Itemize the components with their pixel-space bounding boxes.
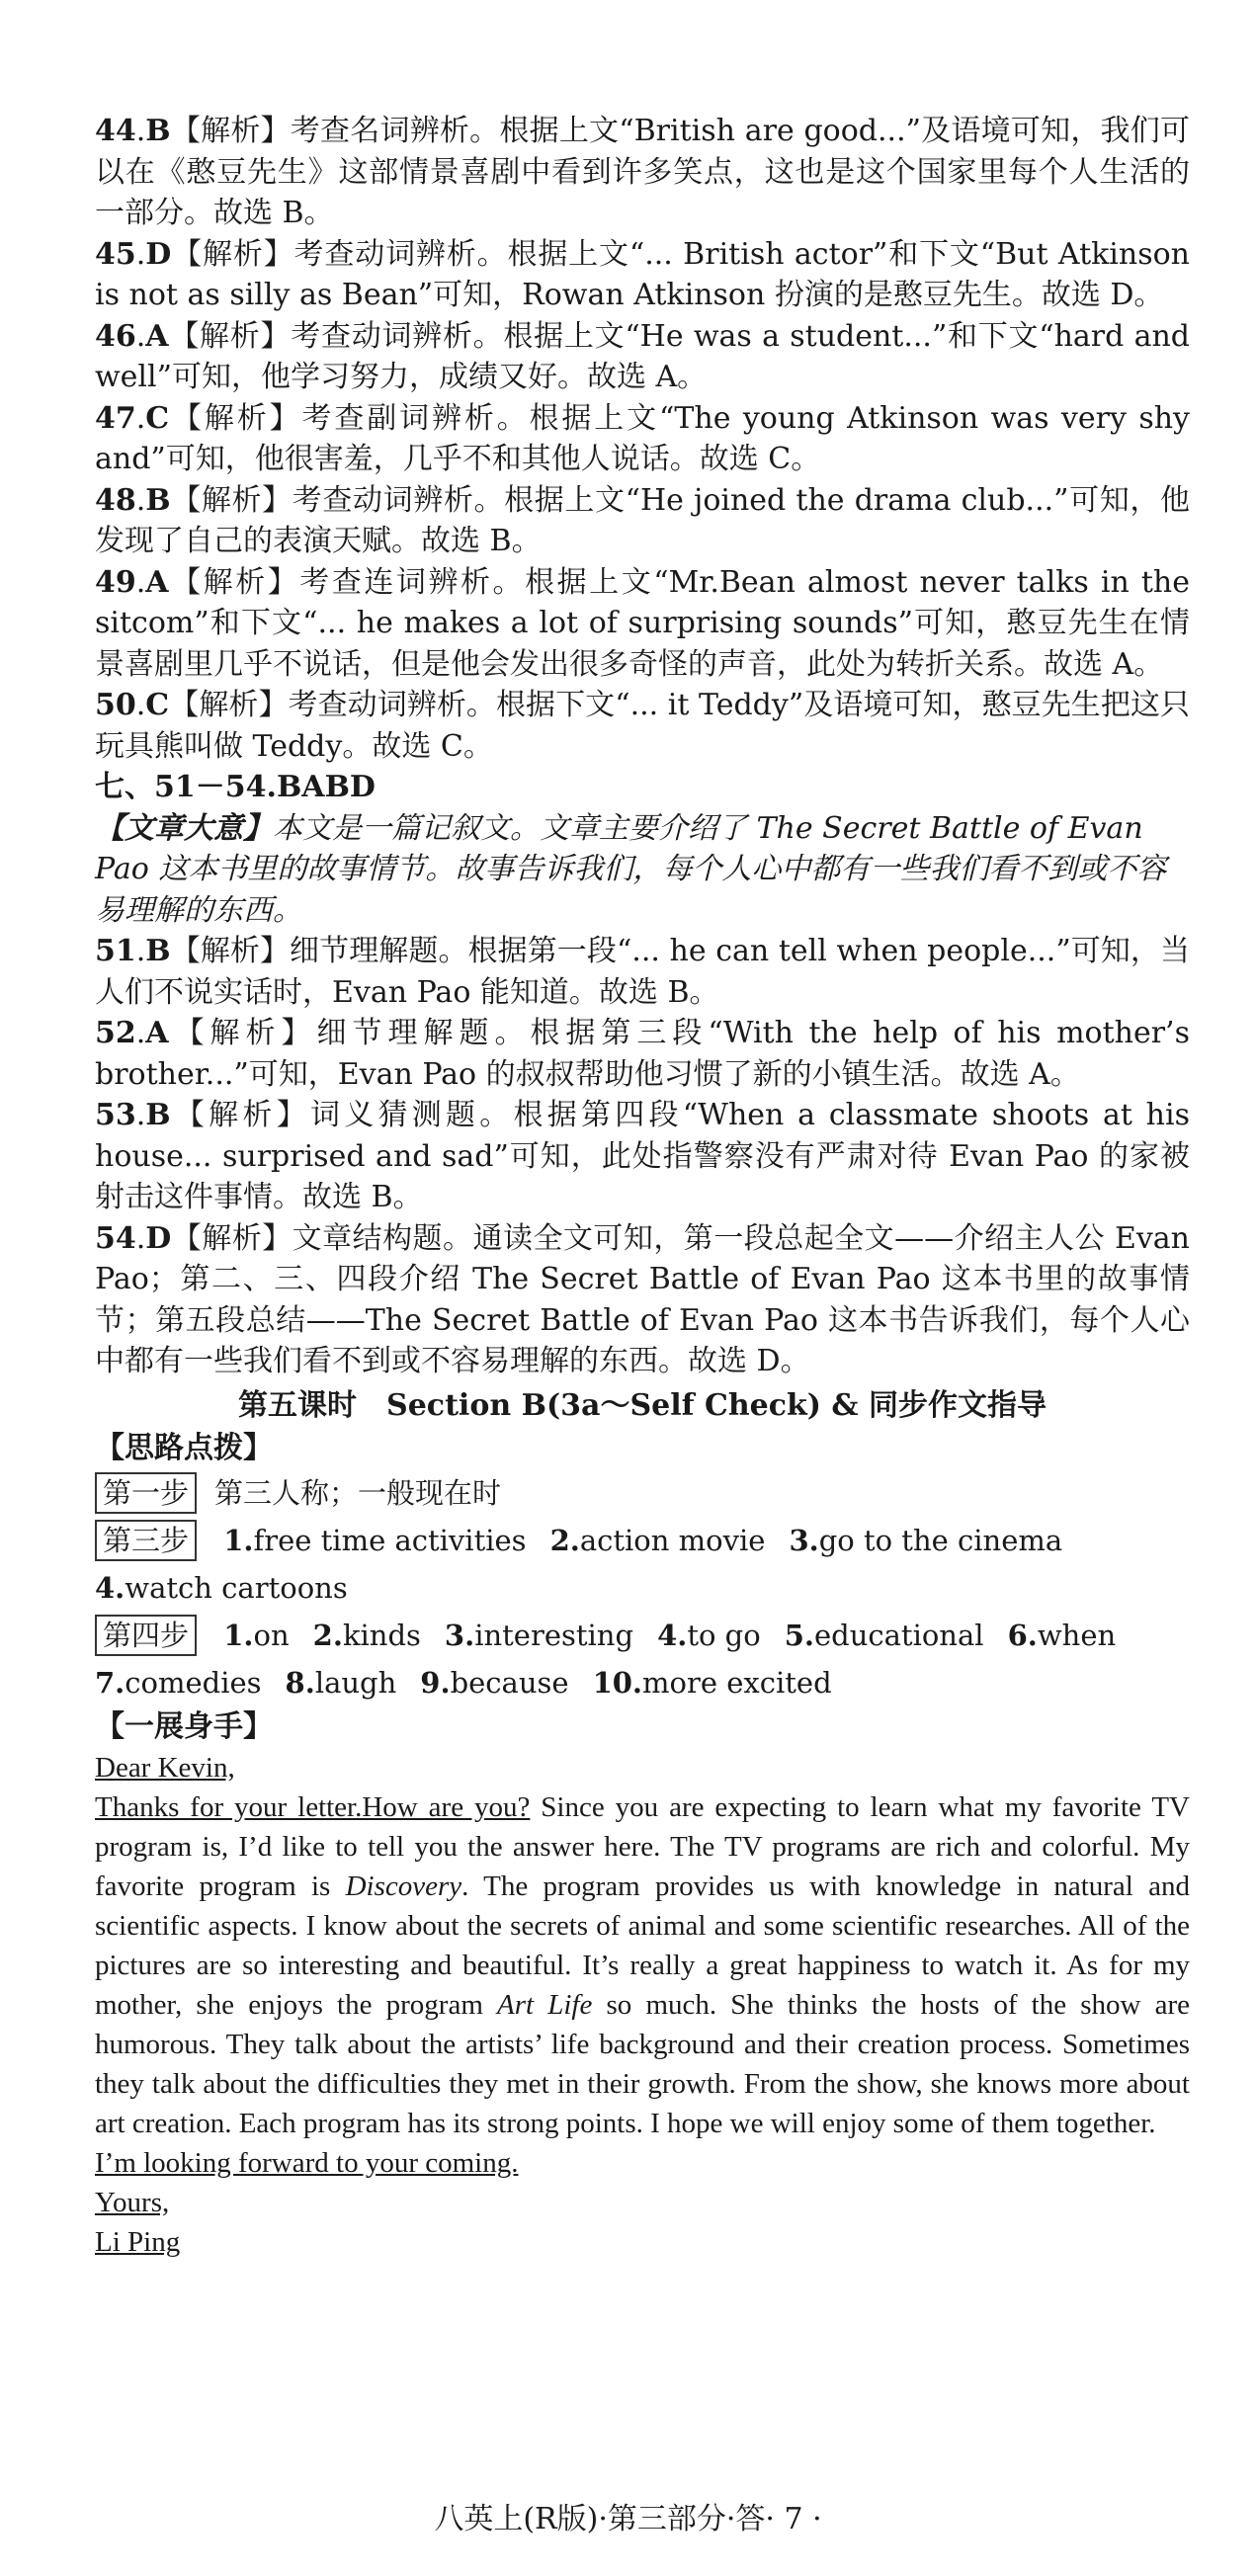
step-one-row [95, 1469, 1190, 1517]
step-item [785, 1619, 984, 1652]
step-item-text: free time activities [253, 1523, 527, 1557]
step-three-item-text: watch cartoons [125, 1570, 348, 1605]
answer-key: 54 [95, 1220, 136, 1256]
answer-item: 48.B【解析】考查动词辨析。根据上文“He joined the drama club...”可知，他发现了自己的表演天赋。故选 B。 [95, 482, 1190, 558]
answer-item: 49.A【解析】考查连词辨析。根据上文“Mr.Bean almost never talks in the sitcom”和下文“... he makes a lot of surprising sounds”可知，憨豆先生在情景喜剧里几乎不说话，但是他会发出很多奇怪的声音，此处为转折关系。故选 A。 [95, 564, 1190, 682]
step-item [657, 1619, 761, 1652]
answer-key: 52 [95, 1016, 136, 1050]
step-item-text: more excited [642, 1665, 832, 1700]
answer-key: 44 [95, 114, 136, 148]
letter-signature: Li Ping [95, 2225, 181, 2258]
step-three-wrap-row [95, 1564, 1190, 1612]
answer-option: B [145, 114, 171, 148]
answer-key: 47 [95, 400, 136, 436]
answer-option: C [145, 400, 170, 436]
summary-label: 【文章大意】 [95, 810, 273, 846]
answer-option: D [145, 1220, 172, 1256]
step-four-wrap-row [95, 1659, 1190, 1706]
show-tag: 【一展身手】 [95, 1708, 273, 1744]
step-item-number: 3. [789, 1523, 819, 1557]
answer-option: A [145, 318, 169, 354]
step-item-number: 10. [592, 1665, 643, 1700]
step-item-number: 5. [784, 1618, 814, 1652]
letter-body-part: Since you are expecting to learn what my favorite TV program is, I’d like to tell you the answer here. The TV programs are rich and colorful. My favorite program is [95, 1790, 1190, 1902]
step-four-label: 第四步 [95, 1615, 197, 1656]
step-item [420, 1666, 568, 1700]
step-item-number: 7. [95, 1665, 126, 1700]
answer-key: 49 [95, 564, 136, 600]
answer-explanation: 【解析】考查名词辨析。根据上文“British are good...”及语境可知，我们可以在《憨豆先生》这部情景喜剧中看到许多笑点，这也是这个国家里每个人生活的一部分。故选 B。 [95, 114, 1190, 230]
step-item [445, 1619, 633, 1652]
step-item [95, 1666, 262, 1700]
step-four-row [95, 1612, 1190, 1659]
step-item-number: 6. [1007, 1618, 1038, 1652]
answer-option: C [145, 688, 170, 722]
answer-option: D [145, 236, 172, 272]
answer-option: A [145, 1016, 169, 1050]
answers-51-54 [95, 931, 1190, 1382]
answer-option: B [145, 482, 171, 518]
step-item-number: 2. [549, 1523, 580, 1557]
step-item [593, 1666, 832, 1700]
answer-item: 44.B【解析】考查名词辨析。根据上文“British are good...”及语境可知，我们可以在《憨豆先生》这部情景喜剧中看到许多笑点，这也是这个国家里每个人生活的一部分。故选 B。 [95, 114, 1190, 230]
step-item-text: go to the cinema [818, 1523, 1063, 1557]
letter-body [95, 1787, 1190, 2143]
step-item-text: because [450, 1665, 569, 1700]
page-content [95, 111, 1190, 2262]
answer-key: 50 [95, 688, 136, 722]
answer-option: A [145, 564, 169, 600]
answer-item: 53.B【解析】词义猜测题。根据第四段“When a classmate shoots at his house... surprised and sad”可知，此处指警察没有严肃对待 Evan Pao 的家被射击这件事情。故选 B。 [95, 1098, 1190, 1214]
thinking-tag: 【思路点拨】 [95, 1430, 273, 1465]
step-item [286, 1666, 397, 1700]
step-item-number: 4. [657, 1618, 688, 1652]
program-name: Discovery [345, 1870, 462, 1902]
answer-explanation: 【解析】考查动词辨析。根据上文“He joined the drama club...”可知，他发现了自己的表演天赋。故选 B。 [95, 482, 1190, 558]
step-one-text: 第三人称；一般现在时 [214, 1475, 502, 1510]
step-one-label: 第一步 [95, 1472, 197, 1514]
answer-explanation: 【解析】细节理解题。根据第三段“With the help of his mother’s brother...”可知，Evan Pao 的叔叔帮助他习惯了新的小镇生活。故选 A。 [95, 1016, 1190, 1092]
answer-item: 52.A【解析】细节理解题。根据第三段“With the help of his mother’s brother...”可知，Evan Pao 的叔叔帮助他习惯了新的小镇生活。故选 A。 [95, 1016, 1190, 1092]
step-item [1008, 1619, 1117, 1652]
answer-item: 47.C【解析】考查副词辨析。根据上文“The young Atkinson was very shy and”可知，他很害羞，几乎不和其他人说话。故选 C。 [95, 400, 1190, 476]
step-item-text: to go [687, 1618, 761, 1652]
step-item [223, 1619, 289, 1652]
step-item-number: 1. [223, 1618, 254, 1652]
step-item [550, 1524, 766, 1557]
summary-text: 本文是一篇记叙文。文章主要介绍了 The Secret Battle of Evan Pao 这本书里的故事情节。故事告诉我们，每个人心中都有一些我们看不到或不容易理解的东西。 [95, 810, 1167, 928]
answer-item: 51.B【解析】细节理解题。根据第一段“... he can tell when people...”可知，当人们不说实话时，Evan Pao 能知道。故选 B。 [95, 934, 1190, 1010]
answer-explanation: 【解析】细节理解题。根据第一段“... he can tell when people...”可知，当人们不说实话时，Evan Pao 能知道。故选 B。 [95, 934, 1190, 1010]
answer-item: 54.D【解析】文章结构题。通读全文可知，第一段总起全文——介绍主人公 Evan Pao；第二、三、四段介绍 The Secret Battle of Evan Pao 这本书里的故事情节；第五段总结——The Secret Battle of Evan Pao 这本书告诉我们，每个人心中都有一些我们看不到或不容易理解的东西。故选 D。 [95, 1220, 1190, 1378]
step-item-number: 3. [444, 1618, 475, 1652]
section-seven-heading: 七、51－54.BABD [95, 770, 376, 804]
answer-key: 48 [95, 482, 136, 518]
step-item [223, 1524, 526, 1557]
lesson-title: 第五课时 Section B(3a～Self Check) & 同步作文指导 [238, 1387, 1047, 1423]
answer-key: 45 [95, 236, 136, 272]
letter-body-part: . The program provides us with knowledge in natural and scientific aspects. I know about the secrets of animal and some scientific researches. All of the pictures are so interesting and beautiful. It’s really a great happiness to watch it. As for my mother, she enjoys the program [95, 1870, 1190, 2021]
page-footer: 八英上(R版)·第三部分·答· 7 · [434, 2502, 822, 2536]
step-item-number: 9. [420, 1665, 451, 1700]
step-item-text: action movie [579, 1523, 766, 1557]
step-three-item [95, 1571, 348, 1605]
step-item-text: when [1037, 1618, 1117, 1652]
answer-option: B [145, 934, 171, 968]
letter-signoff: Yours, [95, 2186, 170, 2218]
answer-key: 51 [95, 934, 136, 968]
letter-closing-line: I’m looking forward to your coming. [95, 2146, 519, 2179]
answer-explanation: 【解析】考查动词辨析。根据上文“... British actor”和下文“But Atkinson is not as silly as Bean”可知，Rowan Atkinson 扮演的是憨豆先生。故选 D。 [95, 236, 1190, 312]
answer-option: B [145, 1098, 171, 1132]
answer-item: 46.A【解析】考查动词辨析。根据上文“He was a student...”和下文“hard and well”可知，他学习努力，成绩又好。故选 A。 [95, 318, 1190, 394]
answer-explanation: 【解析】考查连词辨析。根据上文“Mr.Bean almost never talks in the sitcom”和下文“... he makes a lot of surprising sounds”可知，憨豆先生在情景喜剧里几乎不说话，但是他会发出很多奇怪的声音，此处为转折关系。故选 A。 [95, 564, 1190, 682]
answer-item: 45.D【解析】考查动词辨析。根据上文“... British actor”和下文“But Atkinson is not as silly as Bean”可知，Rowan Atkinson 扮演的是憨豆先生。故选 D。 [95, 236, 1190, 312]
step-item-text: interesting [474, 1618, 634, 1652]
step-item [789, 1524, 1062, 1557]
letter-greeting: Dear Kevin, [95, 1751, 235, 1784]
step-item-text: laugh [314, 1665, 397, 1700]
letter-opening: Thanks for your letter.How are you? [95, 1790, 531, 1823]
answer-explanation: 【解析】词义猜测题。根据第四段“When a classmate shoots at his house... surprised and sad”可知，此处指警察没有严肃对待 Evan Pao 的家被射击这件事情。故选 B。 [95, 1098, 1190, 1214]
answer-explanation: 【解析】考查副词辨析。根据上文“The young Atkinson was very shy and”可知，他很害羞，几乎不和其他人说话。故选 C。 [95, 400, 1190, 476]
answer-explanation: 【解析】文章结构题。通读全文可知，第一段总起全文——介绍主人公 Evan Pao；第二、三、四段介绍 The Secret Battle of Evan Pao 这本书里的故事情节；第五段总结——The Secret Battle of Evan Pao 这本书告诉我们，每个人心中都有一些我们看不到或不容易理解的东西。故选 D。 [95, 1220, 1190, 1378]
answer-explanation: 【解析】考查动词辨析。根据上文“He was a student...”和下文“hard and well”可知，他学习努力，成绩又好。故选 A。 [95, 318, 1190, 394]
program-name: Art Life [497, 1988, 593, 2021]
step-three-label: 第三步 [95, 1520, 197, 1561]
step-item-text: on [253, 1618, 290, 1652]
step-item-text: comedies [125, 1665, 262, 1700]
step-item [313, 1619, 421, 1652]
answer-key: 46 [95, 318, 136, 354]
answers-44-50 [95, 111, 1190, 767]
step-item-number: 8. [285, 1665, 315, 1700]
step-item-number: 2. [312, 1618, 343, 1652]
step-three-item-number: 4. [95, 1570, 126, 1605]
answer-explanation: 【解析】考查动词辨析。根据下文“... it Teddy”及语境可知，憨豆先生把这只玩具熊叫做 Teddy。故选 C。 [95, 688, 1190, 764]
answer-item: 50.C【解析】考查动词辨析。根据下文“... it Teddy”及语境可知，憨豆先生把这只玩具熊叫做 Teddy。故选 C。 [95, 688, 1190, 764]
step-three-row [95, 1517, 1190, 1564]
answer-key: 53 [95, 1098, 136, 1132]
step-item-number: 1. [223, 1523, 254, 1557]
article-summary [95, 808, 1190, 932]
letter-body-part: so much. She thinks the hosts of the show are humorous. They talk about the artists’ life background and their creation process. Sometimes they talk about the difficulties they met in their growth. From the show, she knows more about art creation. Each program has its strong points. I hope we will enjoy some of them together. [95, 1988, 1190, 2139]
step-item-text: educational [813, 1618, 984, 1652]
step-item-text: kinds [342, 1618, 421, 1652]
